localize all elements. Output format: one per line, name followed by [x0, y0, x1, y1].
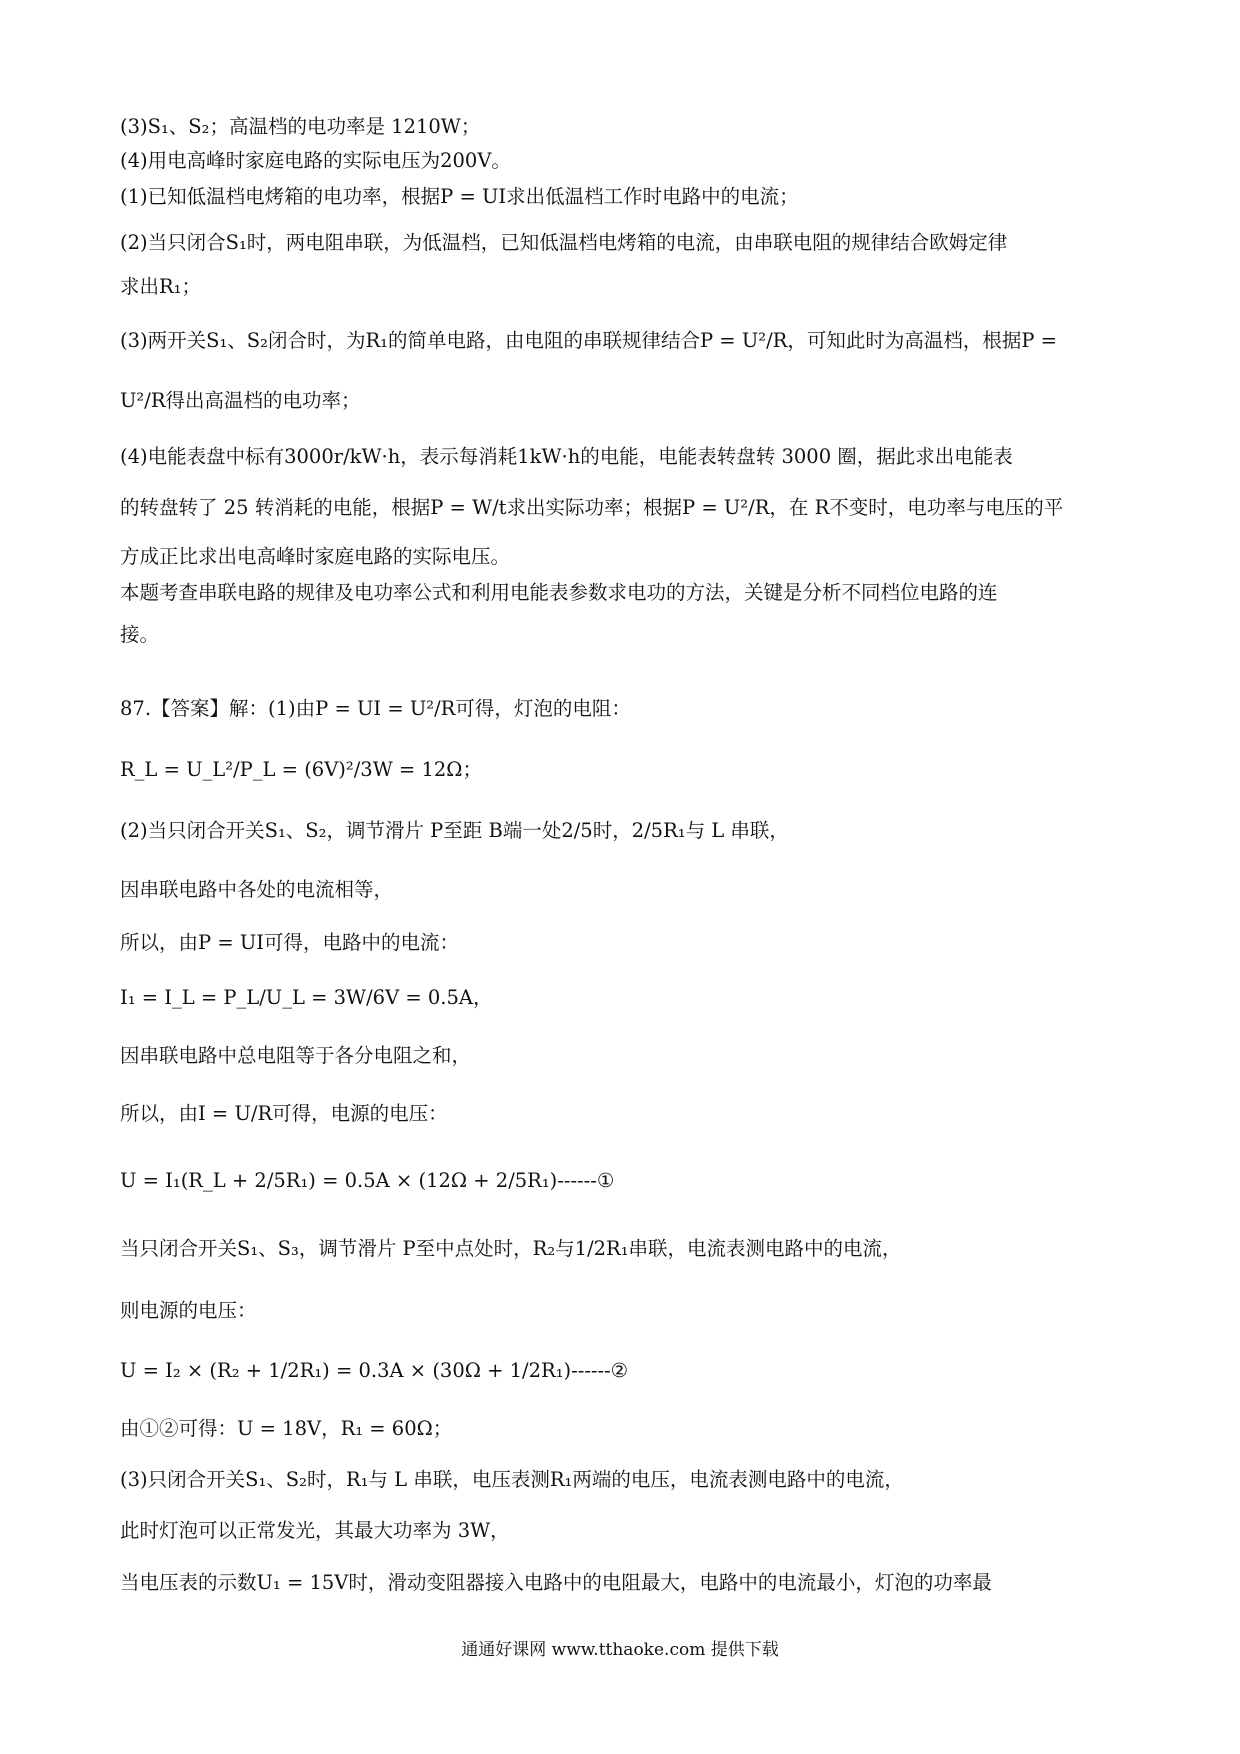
text-line: 本题考查串联电路的规律及电功率公式和利用电能表参数求电功的方法，关键是分析不同档位电路的连 [120, 581, 998, 604]
text-line: 的转盘转了 25 转消耗的电能，根据P = W/t求出实际功率；根据P = U²/R，在 R不变时，电功率与电压的平 [120, 496, 1064, 519]
text-line: (3)两开关S₁、S₂闭合时，为R₁的简单电路，由电阻的串联规律结合P = U²/R，可知此时为高温档，根据P = [120, 329, 1057, 352]
text-line: (4)电能表盘中标有3000r/kW·h，表示每消耗1kW·h的电能，电能表转盘转 3000 圈，据此求出电能表 [120, 445, 1013, 468]
text-line: 接。 [120, 623, 160, 646]
text-line: 此时灯泡可以正常发光，其最大功率为 3W， [120, 1519, 510, 1542]
text-line: (2)当只闭合S₁时，两电阻串联，为低温档，已知低温档电烤箱的电流，由串联电阻的规律结合欧姆定律 [120, 231, 1008, 254]
text-line: (2)当只闭合开关S₁、S₂，调节滑片 P至距 B端一处2/5时，2/5R₁与 L 串联， [120, 819, 789, 842]
text-line: 当电压表的示数U₁ = 15V时，滑动变阻器接入电路中的电阻最大，电路中的电流最小，灯泡的功率最 [120, 1571, 992, 1594]
formula-line: U = I₂ × (R₂ + 1/2R₁) = 0.3A × (30Ω + 1/2R₁)------② [120, 1359, 629, 1382]
text-line: (3)只闭合开关S₁、S₂时，R₁与 L 串联，电压表测R₁两端的电压，电流表测电路中的电流， [120, 1468, 904, 1491]
text-line: 因串联电路中总电阻等于各分电阻之和， [120, 1044, 472, 1067]
text-line: U²/R得出高温档的电功率； [120, 389, 361, 412]
text-line: 因串联电路中各处的电流相等， [120, 878, 394, 901]
text-line: 方成正比求出电高峰时家庭电路的实际电压。 [120, 545, 511, 568]
text-line: 求出R₁； [120, 275, 201, 298]
page-footer: 通通好课网 www.tthaoke.com 提供下载 [461, 1640, 779, 1660]
formula-line: R_L = U_L²/P_L = (6V)²/3W = 12Ω； [120, 758, 482, 781]
text-line: (3)S₁、S₂；高温档的电功率是 1210W； [120, 115, 481, 138]
text-line: 所以，由I = U/R可得，电源的电压： [120, 1102, 448, 1125]
formula-line: U = I₁(R_L + 2/5R₁) = 0.5A × (12Ω + 2/5R₁)------① [120, 1169, 615, 1192]
text-line: 由①②可得：U = 18V，R₁ = 60Ω； [120, 1417, 453, 1440]
text-line: 则电源的电压： [120, 1299, 257, 1322]
text-line: (4)用电高峰时家庭电路的实际电压为200V。 [120, 149, 511, 172]
text-line: 当只闭合开关S₁、S₃，调节滑片 P至中点处时，R₂与1/2R₁串联，电流表测电路中的电流， [120, 1237, 902, 1260]
answer-heading: 87.【答案】解：(1)由P = UI = U²/R可得，灯泡的电阻： [120, 697, 631, 720]
formula-line: I₁ = I_L = P_L/U_L = 3W/6V = 0.5A， [120, 986, 493, 1009]
text-line: (1)已知低温档电烤箱的电功率，根据P = UI求出低温档工作时电路中的电流； [120, 185, 799, 208]
text-line: 所以，由P = UI可得，电路中的电流： [120, 931, 459, 954]
